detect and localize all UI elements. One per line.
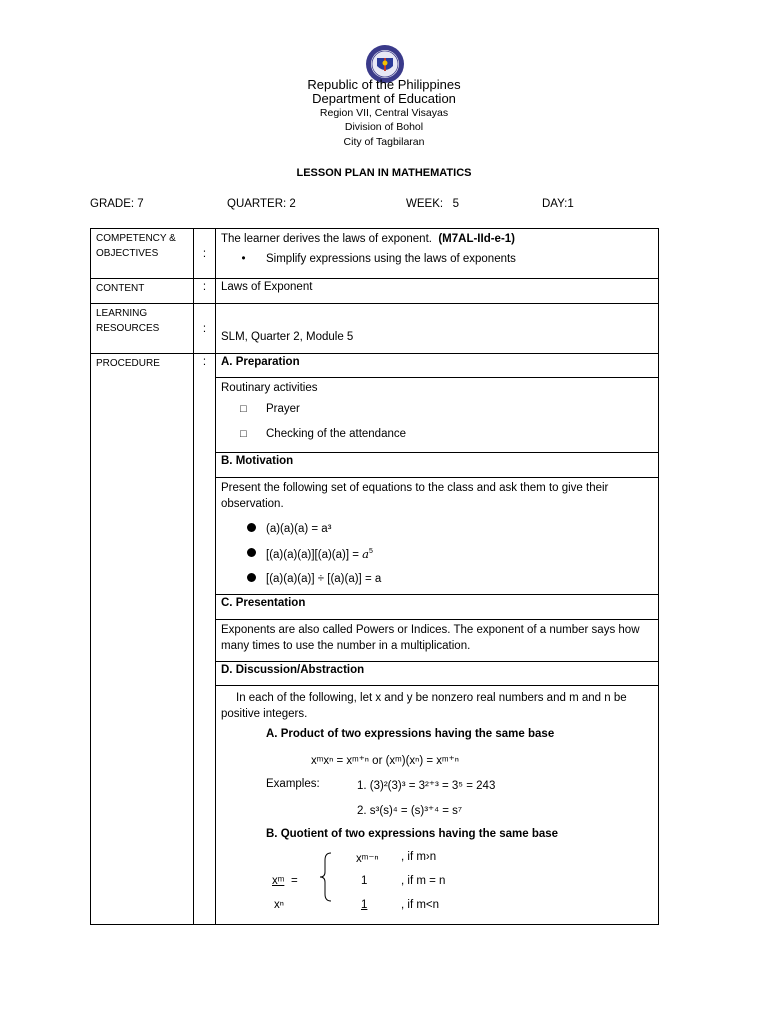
quotient-case3-condition: , if m<n	[401, 899, 440, 911]
quotient-lhs-equals: =	[291, 875, 298, 887]
filled-circle-icon	[247, 573, 256, 582]
header-department: Department of Education	[312, 91, 456, 106]
header-republic: Republic of the Philippines	[307, 77, 461, 92]
resources-text: SLM, Quarter 2, Module 5	[216, 304, 659, 354]
preparation-item-attendance: □ Checking of the attendance	[221, 421, 653, 446]
content-colon: :	[194, 279, 216, 304]
quotient-rule	[221, 847, 653, 922]
filled-circle-icon	[247, 523, 256, 532]
discussion-heading: D. Discussion/Abstraction	[216, 662, 659, 686]
quotient-case3-value: 1	[361, 899, 368, 911]
preparation-body	[216, 378, 659, 453]
quotient-lhs-denominator: xⁿ	[274, 899, 284, 911]
day-label: DAY:1	[542, 198, 574, 210]
discussion-body	[216, 686, 659, 925]
quotient-case1-value: xᵐ⁻ⁿ	[356, 853, 379, 865]
competency-content	[216, 229, 659, 279]
lesson-plan-table	[90, 228, 659, 925]
preparation-intro: Routinary activities	[221, 382, 318, 394]
preparation-item-prayer: □ Prayer	[221, 396, 653, 421]
product-heading: A. Product of two expressions having the same base	[266, 728, 555, 740]
resources-label: LEARNING RESOURCES	[91, 304, 194, 354]
procedure-label: PROCEDURE	[91, 354, 194, 925]
presentation-heading: C. Presentation	[216, 595, 659, 620]
quotient-case1-condition: , if m›n	[401, 851, 437, 863]
motivation-eq3: [(a)(a)(a)] ÷ [(a)(a)] = a	[221, 566, 653, 591]
procedure-colon: :	[194, 354, 216, 925]
quotient-lhs-numerator: xᵐ	[272, 875, 285, 887]
quotient-heading: B. Quotient of two expressions having the same base	[266, 828, 559, 840]
motivation-eq1: (a)(a)(a) = a³	[221, 516, 653, 541]
quotient-case2-condition: , if m = n	[401, 875, 446, 887]
discussion-intro: In each of the following, let x and y be nonzero real numbers and m and n be positive integers.	[221, 692, 627, 720]
content-row	[91, 279, 659, 304]
motivation-body	[216, 478, 659, 595]
motivation-intro: Present the following set of equations to the class and ask them to give their observation.	[221, 482, 609, 510]
competency-code: (M7AL-IId-e-1)	[438, 233, 516, 245]
header-region: Region VII, Central Visayas	[319, 107, 449, 119]
competency-label: COMPETENCY & OBJECTIVES	[91, 229, 194, 279]
left-brace-icon	[319, 852, 333, 902]
examples-label: Examples:	[266, 778, 320, 790]
motivation-eq2: $[(a)(a)(a)][(a)(a)] = a^5$	[221, 541, 653, 566]
motivation-heading: B. Motivation	[216, 453, 659, 478]
competency-bullet	[221, 247, 653, 271]
filled-circle-icon	[247, 548, 256, 557]
competency-objective: Simplify expressions using the laws of exponents	[266, 253, 516, 265]
document-title: LESSON PLAN IN MATHEMATICS	[296, 167, 472, 179]
header-city: City of Tagbilaran	[343, 136, 425, 148]
product-rule: xᵐxⁿ = xᵐ⁺ⁿ or (xᵐ)(xⁿ) = xᵐ⁺ⁿ	[311, 755, 459, 767]
procedure-row	[91, 354, 659, 378]
header-division: Division of Bohol	[344, 121, 424, 133]
competency-text: The learner derives the laws of exponent.	[221, 233, 432, 245]
competency-colon: :	[194, 229, 216, 279]
example-1: 1. (3)²(3)³ = 3²⁺³ = 3⁵ = 243	[357, 780, 496, 792]
competency-row	[91, 229, 659, 279]
week-label: WEEK: 5	[406, 198, 460, 210]
grade-label: GRADE: 7	[90, 198, 144, 210]
checkbox-glyph-icon: □	[240, 427, 247, 440]
bullet-dot-icon: •	[241, 253, 246, 265]
preparation-heading: A. Preparation	[216, 354, 659, 378]
quarter-label: QUARTER: 2	[227, 198, 296, 210]
presentation-text: Exponents are also called Powers or Indices. The exponent of a number says how many times to use the number in a multiplication.	[216, 620, 659, 662]
content-label: CONTENT	[91, 279, 194, 304]
resources-colon: :	[194, 304, 216, 354]
example-2: 2. s³(s)⁴ = (s)³⁺⁴ = s⁷	[357, 805, 463, 817]
quotient-case2-value: 1	[361, 875, 368, 887]
content-text: Laws of Exponent	[216, 279, 659, 304]
resources-row	[91, 304, 659, 354]
checkbox-glyph-icon: □	[240, 402, 247, 415]
